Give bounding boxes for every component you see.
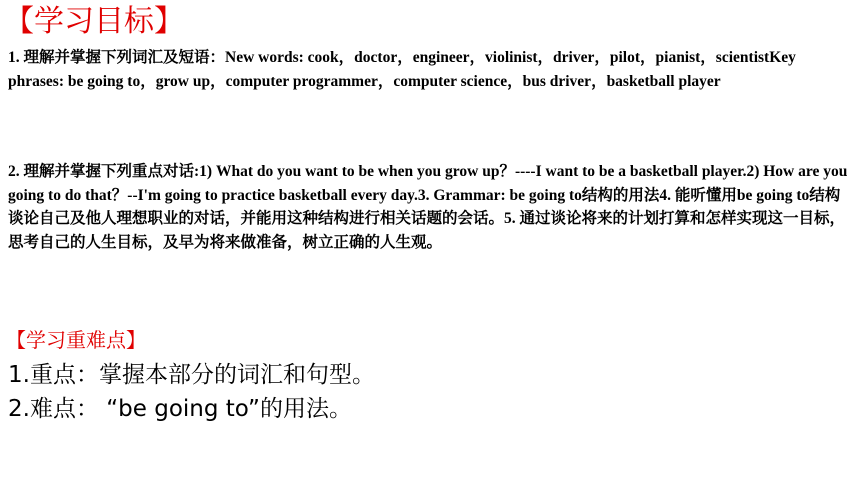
key-points-heading: 【学习重难点】 xyxy=(6,328,146,352)
key-point-2: 2.难点： “be going to”的用法。 xyxy=(8,396,352,422)
objectives-item-2: 2. 理解并掌握下列重点对话:1) What do you want to be when you grow up？----I want to be a basketball player.2) How are you going to do that？--I'm going to practice basketball every day.3. Grammar: be going to结构的用法4. 能听懂用be going to结构谈论自己及他人理想职业的对话，并能用这种结构进行相关话题的会话。5. 通过谈论将来的计划打算和怎样实现这一目标，思考自己的人生目标，及早为将来做准备，树立正确的人生观。 xyxy=(8,163,848,251)
key-point-1: 1.重点：掌握本部分的词汇和句型。 xyxy=(8,362,375,388)
objectives-item-1: 1. 理解并掌握下列词汇及短语：New words: cook，doctor，engineer，violinist，driver，pilot，pianist，scientistKey phrases: be going to，grow up，computer programmer，computer science，bus driver，basketball player xyxy=(8,49,796,90)
objectives-heading: 【学习目标】 xyxy=(4,4,184,39)
